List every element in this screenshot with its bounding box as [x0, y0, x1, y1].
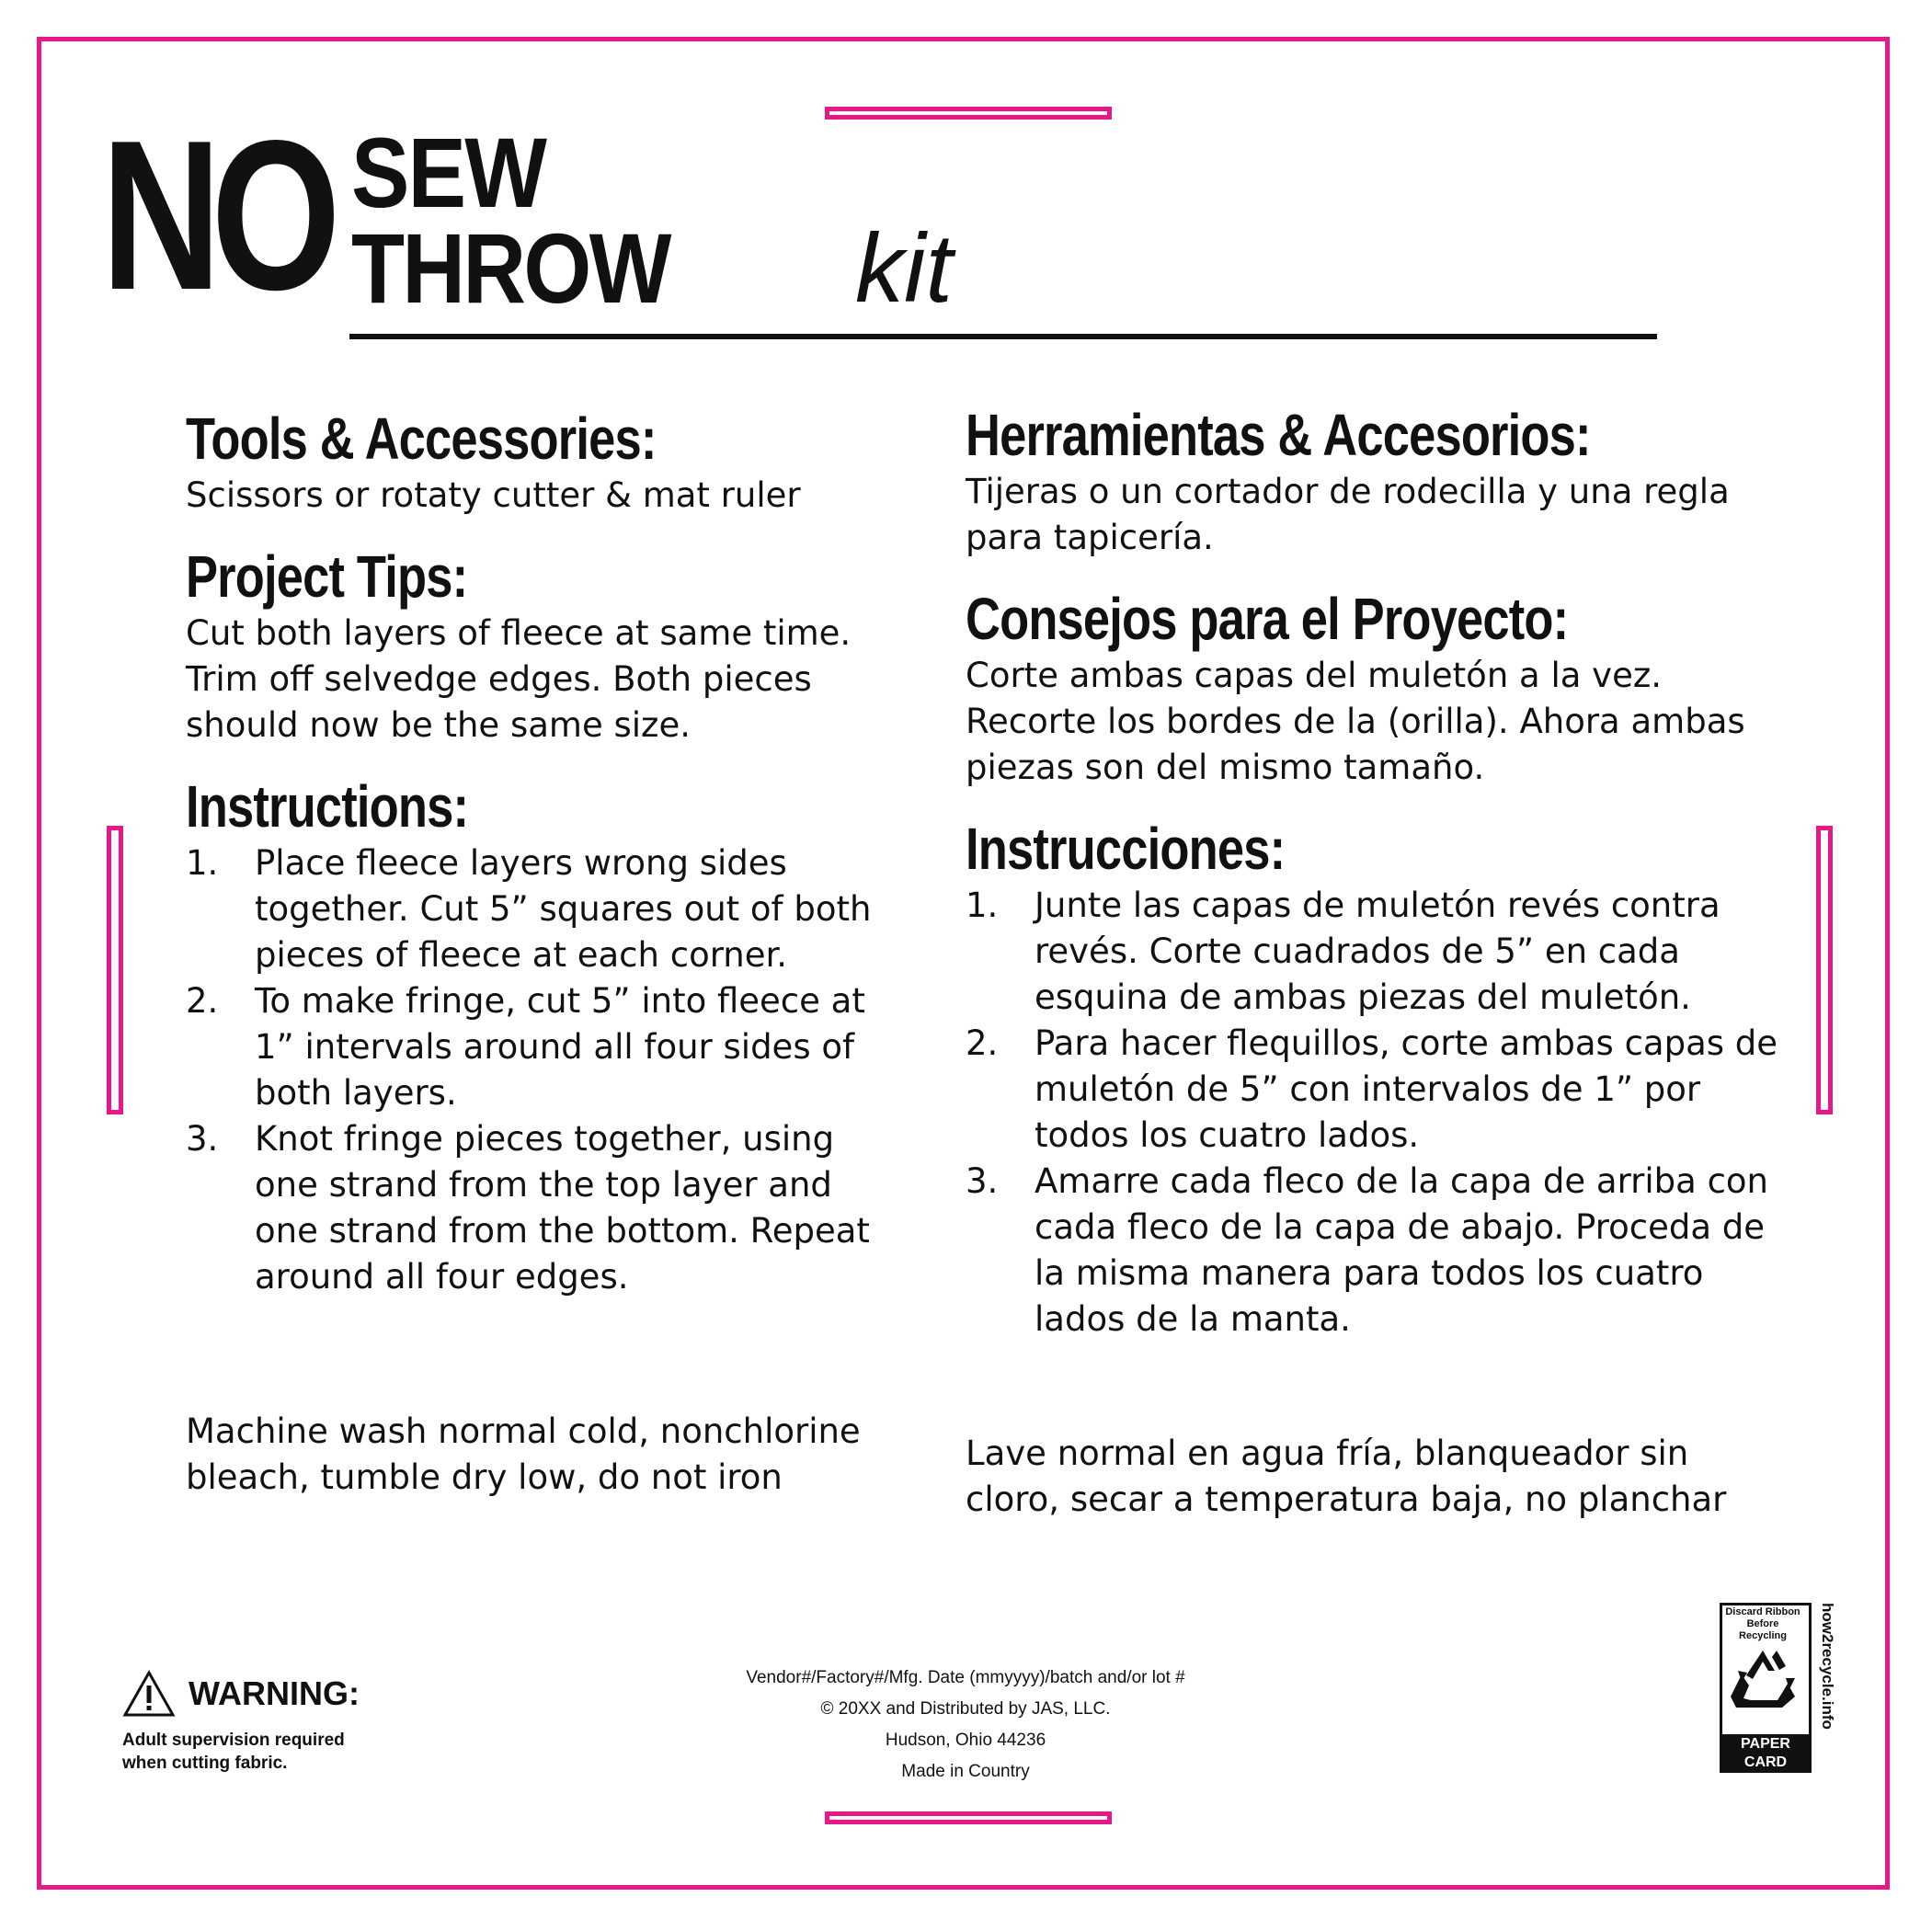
tips-heading: Project Tips: — [186, 543, 468, 610]
address: Hudson, Ohio 44236 — [885, 1731, 1046, 1750]
recycle-label — [1720, 1603, 1836, 1773]
right-tab-mark — [1816, 826, 1833, 1114]
step-text: Knot fringe pieces together, using one strand from the top layer and one strand from the bottom. Repeat around all four edges. — [255, 1119, 870, 1297]
logo-no: NO — [101, 97, 331, 335]
origin: Made in Country — [901, 1762, 1030, 1781]
list-item — [966, 1021, 1793, 1159]
bottom-tab-mark — [825, 1811, 1112, 1824]
step-text: Amarre cada fleco de la capa de arriba con cada fleco de la capa de abajo. Proceda de la misma manera para todos los cuatro lados de la manta. — [1035, 1161, 1769, 1339]
instrucciones-list — [966, 883, 1793, 1343]
list-item — [966, 1159, 1793, 1343]
distributor-info — [680, 1662, 1251, 1788]
warning-text-line1: Adult supervision required — [122, 1731, 345, 1750]
recycle-icon — [1729, 1647, 1797, 1711]
tools-text: Scissors or rotaty cutter & mat ruler — [186, 475, 801, 515]
step-text: Para hacer flequillos, corte ambas capas de muletón de 5” con intervalos de 1” por todos los cuatro lados. — [1035, 1023, 1778, 1155]
top-tab-mark — [825, 107, 1112, 120]
care-instructions: Machine wash normal cold, nonchlorine bleach, tumble dry low, do not iron — [186, 1411, 861, 1497]
english-column — [186, 405, 903, 1324]
list-item — [966, 883, 1793, 1021]
warning-block — [122, 1670, 398, 1775]
warning-text-line2: when cutting fabric. — [122, 1754, 288, 1773]
warning-triangle-icon — [122, 1670, 176, 1718]
consejos-heading: Consejos para el Proyecto: — [966, 586, 1569, 652]
list-item — [186, 1116, 903, 1300]
copyright: © 20XX and Distributed by JAS, LLC. — [820, 1699, 1111, 1719]
spanish-column — [966, 401, 1793, 1366]
step-number: 2. — [186, 981, 219, 1021]
left-tab-mark — [107, 826, 123, 1114]
recycle-bottom-line1: PAPER — [1741, 1736, 1790, 1752]
step-number: 2. — [966, 1023, 999, 1063]
warning-title: WARNING: — [189, 1674, 360, 1712]
instructions-heading: Instructions: — [186, 773, 469, 840]
logo-throw: THROW — [351, 212, 669, 324]
product-logo — [101, 97, 953, 335]
list-item — [186, 840, 903, 978]
recycle-top-line2: Before Recycling — [1739, 1618, 1787, 1641]
recycle-top-line1: Discard Ribbon — [1725, 1606, 1801, 1617]
step-text: Junte las capas de muletón revés contra revés. Corte cuadrados de 5” en cada esquina de ambas piezas del muletón. — [1035, 886, 1721, 1017]
herramientas-heading: Herramientas & Accesorios: — [966, 402, 1591, 468]
step-number: 1. — [966, 886, 999, 925]
tools-heading: Tools & Accessories: — [186, 406, 657, 472]
herramientas-text: Tijeras o un cortador de rodecilla y una regla para tapicería. — [966, 472, 1730, 557]
step-number: 3. — [186, 1119, 219, 1159]
step-number: 3. — [966, 1161, 999, 1201]
recycle-bottom-line2: CARD — [1743, 1754, 1788, 1770]
lot-info: Vendor#/Factory#/Mfg. Date (mmyyyy)/batch and/or lot # — [746, 1668, 1185, 1687]
instrucciones-heading: Instrucciones: — [966, 816, 1286, 882]
recycle-url: how2recycle.info — [1819, 1603, 1836, 1730]
step-text: To make fringe, cut 5” into fleece at 1” intervals around all four sides of both layers. — [255, 981, 865, 1113]
logo-kit: kit — [855, 214, 953, 323]
step-number: 1. — [186, 843, 219, 883]
title-rule — [349, 334, 1657, 339]
list-item — [186, 978, 903, 1116]
step-text: Place fleece layers wrong sides together. Cut 5” squares out of both pieces of fleece at each corner. — [255, 843, 872, 975]
logo-sew: SEW — [351, 117, 546, 228]
consejos-text: Corte ambas capas del muletón a la vez. Recorte los bordes de la (orilla). Ahora ambas piezas son del mismo tamaño. — [966, 656, 1745, 787]
cuidado-instrucciones: Lave normal en agua fría, blanqueador sin cloro, secar a temperatura baja, no planchar — [966, 1434, 1727, 1519]
instruction-list — [186, 840, 903, 1300]
tips-text: Cut both layers of fleece at same time. Trim off selvedge edges. Both pieces should now be the same size. — [186, 613, 852, 745]
